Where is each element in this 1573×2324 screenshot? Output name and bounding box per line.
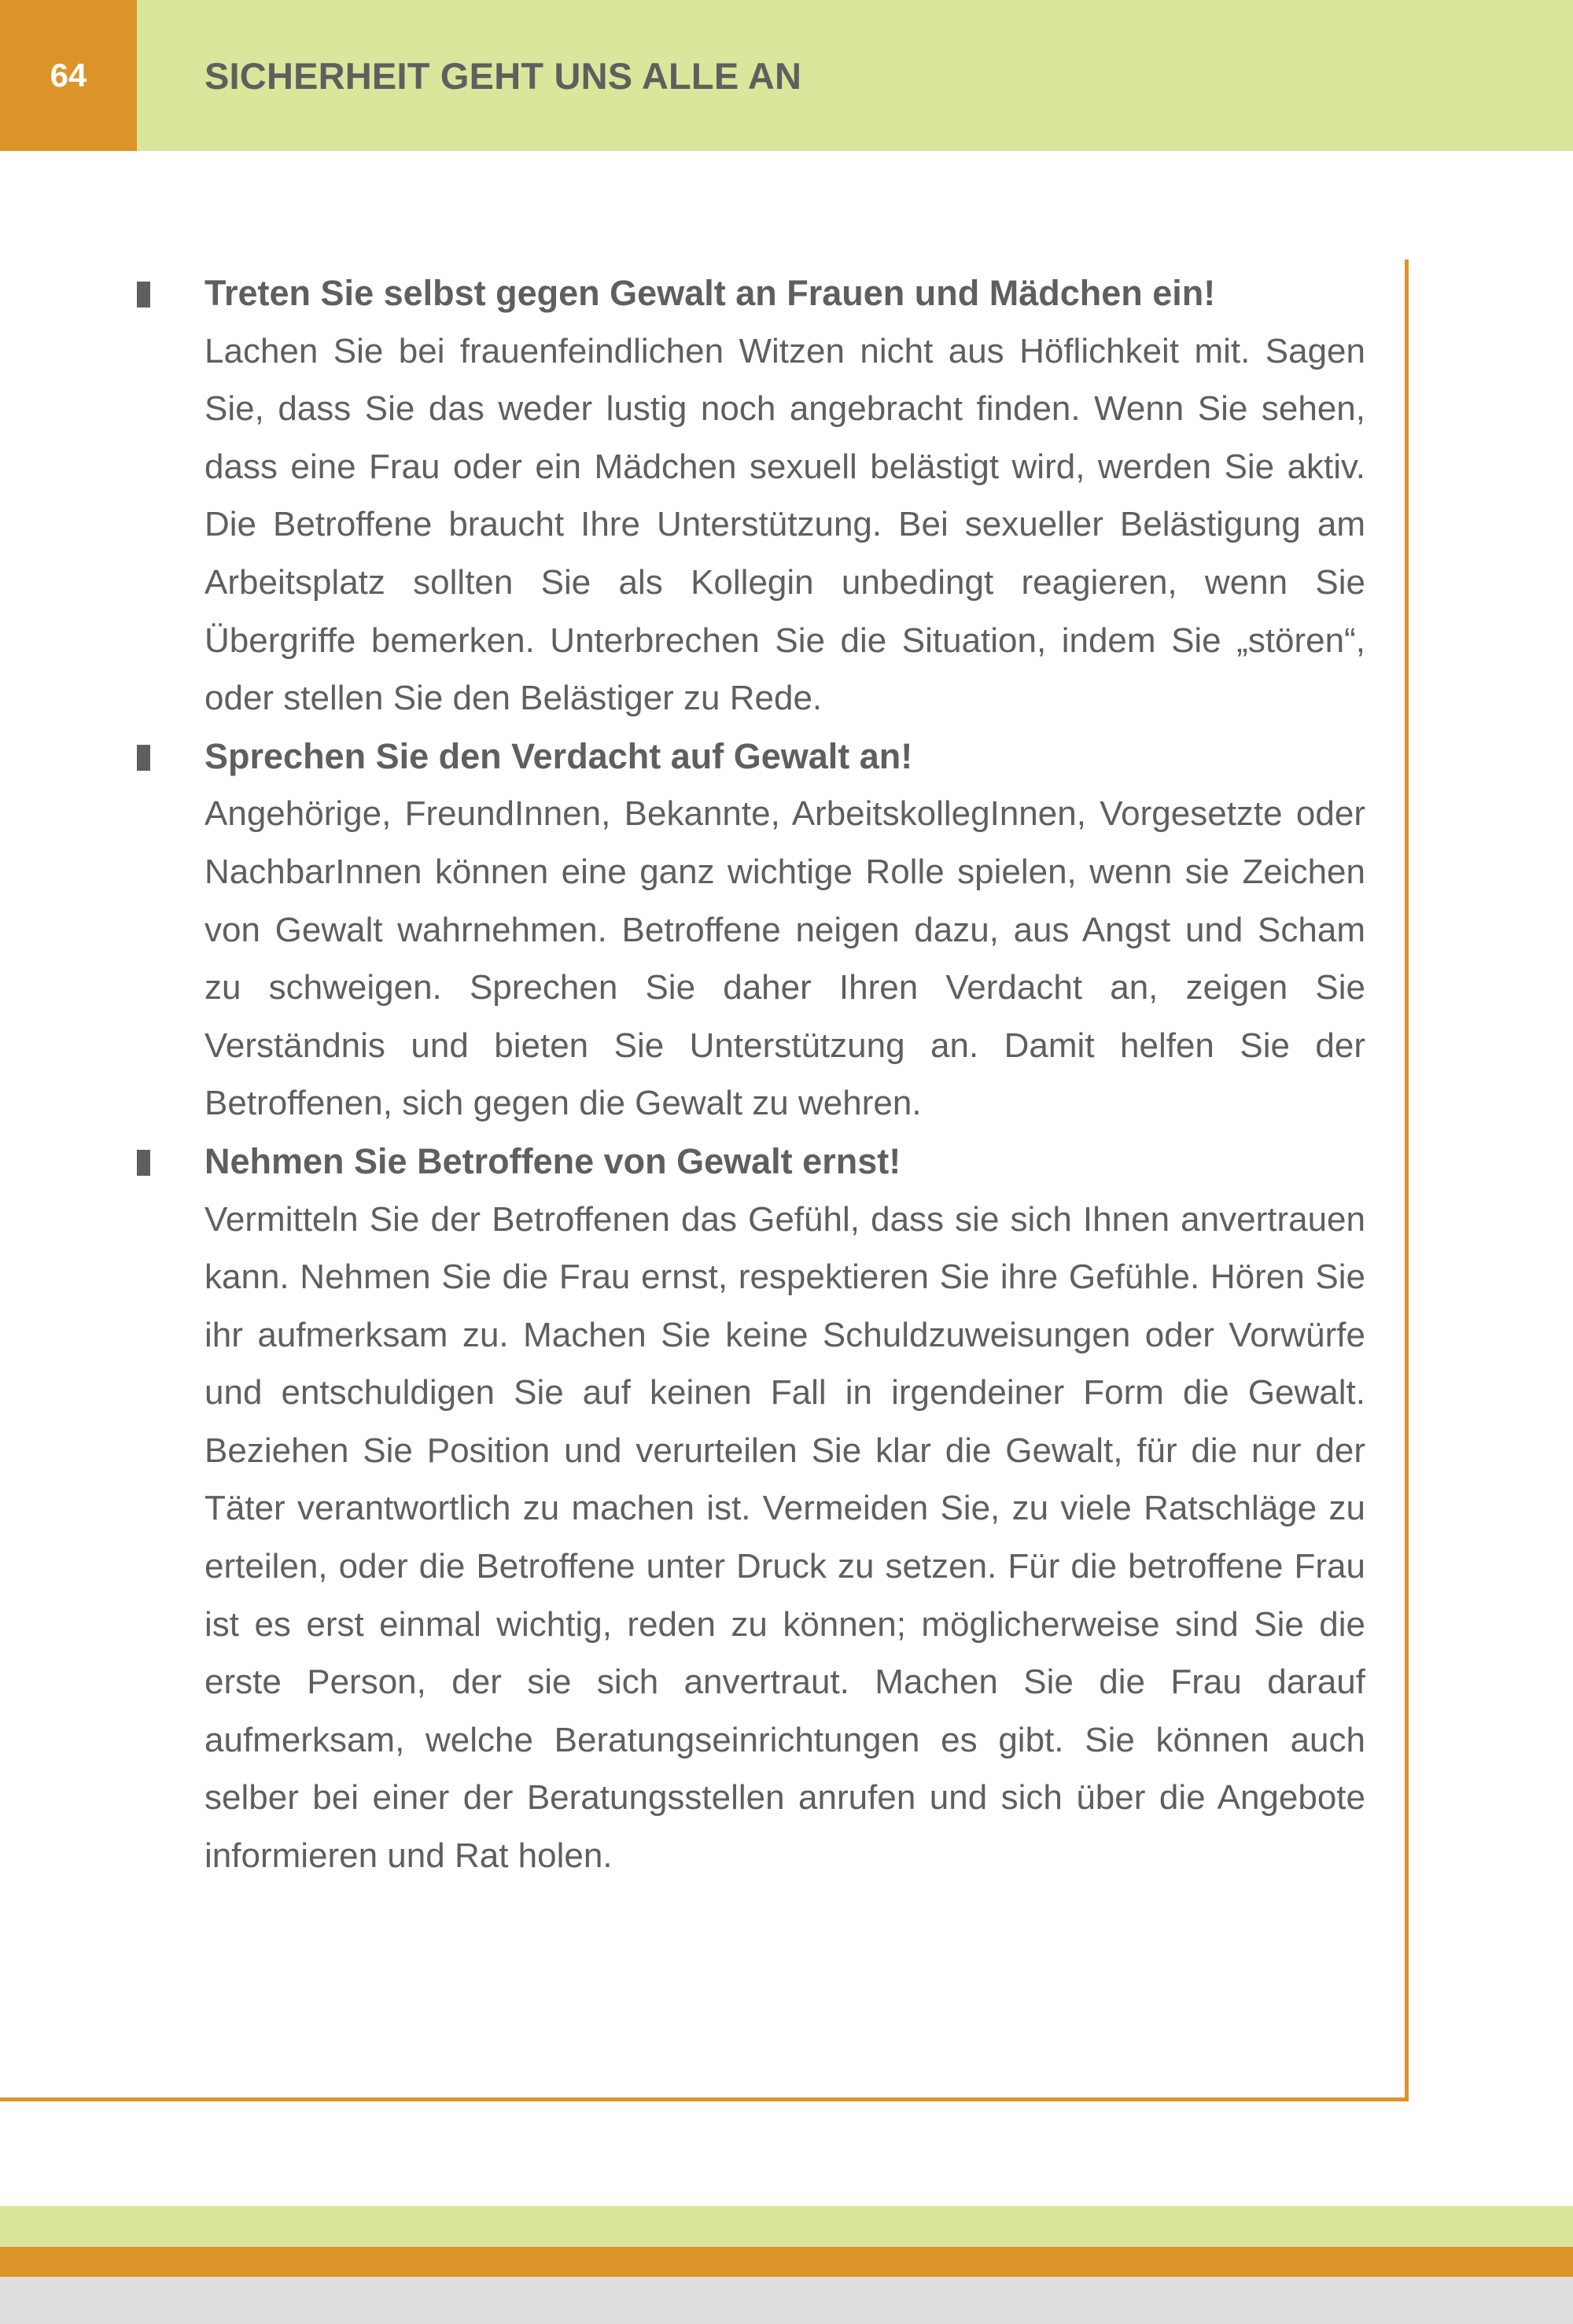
bullet-list [0,264,1384,1885]
item-text: Angehörige, FreundInnen, Bekannte, ArbeitskollegInnen, Vorgesetzte oder NachbarInnen können eine ganz wichtige Rolle spielen, wenn sie Zeichen von Gewalt wahrnehmen. Betroffene neigen dazu, aus Angst und Scham zu schweigen. Sprechen Sie daher Ihren Verdacht an, zeigen Sie Verständnis und bieten Sie Unterstützung an. Damit helfen Sie der Betroffenen, sich gegen die Gewalt zu wehren. [204,794,1365,1123]
frame-right-border [1405,260,1409,2101]
footer-stripe-orange [0,2247,1573,2277]
footer-stripe-green [0,2206,1573,2247]
page-title: SICHERHEIT GEHT UNS ALLE AN [204,55,802,97]
header-bar [0,0,1573,151]
item-text: Vermitteln Sie der Betroffenen das Gefühl, dass sie sich Ihnen anvertrauen kann. Nehmen Sie die Frau ernst, respektieren Sie ihre Gefühle. Hören Sie ihr aufmerksam zu. Machen Sie keine Schuldzuweisungen oder Vorwürfe und entschuldigen Sie auf keinen Fall in irgendeiner Form die Gewalt. Beziehen Sie Position und verurteilen Sie klar die Gewalt, für die nur der Täter verantwortlich zu machen ist. Vermeiden Sie, zu viele Ratschläge zu erteilen, oder die Betroffene unter Druck zu setzen. Für die betroffene Frau ist es erst einmal wichtig, reden zu können; möglicherweise sind Sie die erste Person, der sie sich anvertraut. Machen Sie die Frau darauf aufmerksam, welche Beratungseinrichtungen es gibt. Sie können auch selber bei einer der Beratungsstellen anrufen und sich über die Angebote informieren und Rat holen. [204,1199,1365,1876]
bullet-marker-icon [137,1150,150,1176]
item-text: Lachen Sie bei frauenfeindlichen Witzen nicht aus Höflichkeit mit. Sagen Sie, dass Sie das weder lustig noch angebracht finden. Wenn Sie sehen, dass eine Frau oder ein Mädchen sexuell belästigt wird, werden Sie aktiv. Die Betroffene braucht Ihre Unterstützung. Bei sexueller Belästigung am Arbeitsplatz sollten Sie als Kollegin unbedingt reagieren, wenn Sie Übergriffe bemerken. Unterbrechen Sie die Situation, indem Sie „stören“, oder stellen Sie den Belästiger zu Rede. [204,331,1365,718]
frame-bottom-border [0,2097,1409,2101]
list-item [0,727,1384,1133]
bullet-marker-icon [137,745,150,771]
page-number: 64 [0,0,137,151]
item-heading: Sprechen Sie den Verdacht auf Gewalt an! [204,735,913,776]
item-heading: Treten Sie selbst gegen Gewalt an Frauen und Mädchen ein! [204,273,1216,313]
list-item [0,1133,1384,1885]
list-item [0,264,1384,727]
item-heading: Nehmen Sie Betroffene von Gewalt ernst! [204,1140,901,1181]
footer-stripe-gray [0,2277,1573,2324]
bullet-marker-icon [137,282,150,308]
